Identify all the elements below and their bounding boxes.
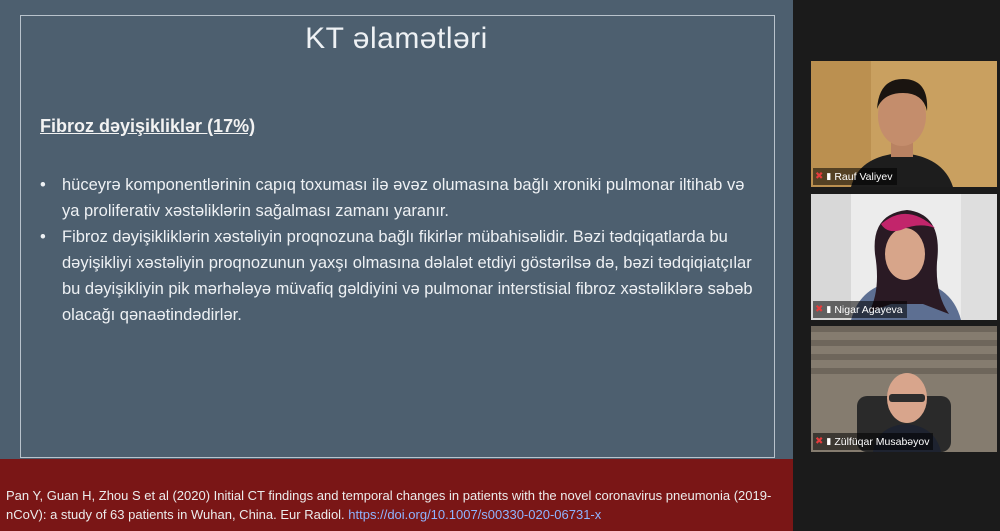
participant-name: Nigar Agayeva (834, 303, 903, 316)
bullet-item (40, 172, 760, 224)
muted-mic-icon: ✖ (815, 171, 824, 182)
bullet-text: Fibroz dəyişikliklərin xəstəliyin proqnozuna bağlı fikirlər mübahisəlidir. Bəzi tədqiqatlarda bu dəyişikliyi xəstəliyin proqnozunun yaxşı olmasına dəlalət etdiyi göstərilsə də, bəzi tədqiqiatçılar bu dəyişikliyin pik mərhələyə müvafiq gəldiyini və pulmonar interstisial fibroz xəstəliklərə səbəb olacağı qənaətindədirlər. (62, 228, 753, 324)
slide-title: KT əlamətləri (305, 22, 488, 55)
citation-bar (0, 459, 793, 531)
citation-link[interactable]: https://doi.org/10.1007/s00330-020-06731-x (348, 507, 602, 522)
participant-label (813, 301, 907, 318)
participant-name: Zülfüqar Musabəyov (834, 435, 930, 448)
participant-name: Rauf Valiyev (834, 170, 893, 183)
pin-icon: ▮ (826, 436, 832, 446)
bullet-symbol: • (40, 228, 46, 246)
bullet-symbol: • (40, 176, 46, 194)
pin-icon: ▮ (826, 171, 832, 181)
participant-video-tile[interactable] (811, 61, 997, 187)
citation-text: Pan Y, Guan H, Zhou S et al (2020) Initial CT findings and temporal changes in patients with the novel coronavirus pneumonia (2019-nCoV): a study of 63 patients in Wuhan, China. Eur Radiol. (6, 488, 772, 522)
participant-label (813, 168, 897, 185)
citation (6, 486, 791, 524)
bullet-list (40, 172, 760, 328)
pin-icon: ▮ (826, 304, 832, 314)
bullet-item (40, 224, 760, 328)
participant-label (813, 433, 933, 450)
participants-panel (793, 0, 1000, 531)
muted-mic-icon: ✖ (815, 304, 824, 315)
muted-mic-icon: ✖ (815, 436, 824, 447)
section-heading: Fibroz dəyişikliklər (17%) (40, 116, 256, 136)
bullet-text: hüceyrə komponentlərinin capıq toxuması ilə əvəz olumasına bağlı xroniki pulmonar iltihab və ya proliferativ xəstəliklərin sağalması zamanı yaranır. (62, 176, 745, 220)
participant-video-tile[interactable] (811, 326, 997, 452)
participant-video-tile[interactable] (811, 194, 997, 320)
